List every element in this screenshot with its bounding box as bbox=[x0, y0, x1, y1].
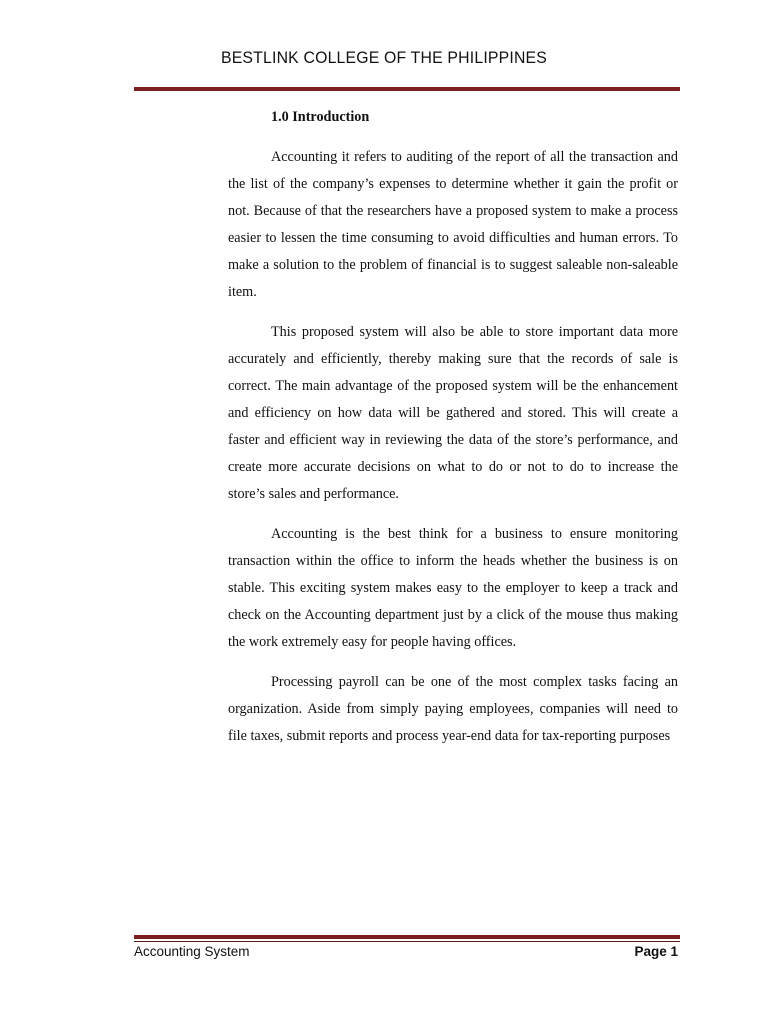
footer-rule-thick bbox=[134, 935, 680, 939]
section-heading: 1.0 Introduction bbox=[271, 109, 370, 125]
paragraph-1: Accounting it refers to auditing of the report of all the transaction and the list of the company’s expenses to determine whether it gain the profit or not. Because of that the researchers have a proposed system to make a process easier to lessen the time consuming to avoid difficulties and human errors. To make a solution to the problem of financial is to suggest saleable non-saleable item. bbox=[228, 149, 678, 300]
paragraph-4: Processing payroll can be one of the most complex tasks facing an organization. Aside from simply paying employees, companies will need to file taxes, submit reports and process year-end data for tax-reporting purposes bbox=[228, 674, 678, 744]
paragraph-3: Accounting is the best think for a business to ensure monitoring transaction within the office to inform the heads whether the business is on stable. This exciting system makes easy to the employer to keep a track and check on the Accounting department just by a click of the mouse thus making the work extremely easy for people having offices. bbox=[228, 526, 678, 650]
header-rule bbox=[134, 87, 680, 91]
paragraph-2: This proposed system will also be able to store important data more accurately and efficiently, thereby making sure that the records of sale is correct. The main advantage of the proposed system will be the enhancement and efficiency on how data will be gathered and stored. This will create a faster and efficient way in reviewing the data of the store’s performance, and create more accurate decisions on what to do or not to do to increase the store’s sales and performance. bbox=[228, 324, 678, 502]
footer-rule-thin bbox=[134, 941, 680, 942]
footer-page-number: Page 1 bbox=[634, 944, 678, 959]
footer-document-title: Accounting System bbox=[134, 944, 250, 959]
header-title: BESTLINK COLLEGE OF THE PHILIPPINES bbox=[220, 48, 548, 67]
page-body bbox=[228, 104, 678, 763]
